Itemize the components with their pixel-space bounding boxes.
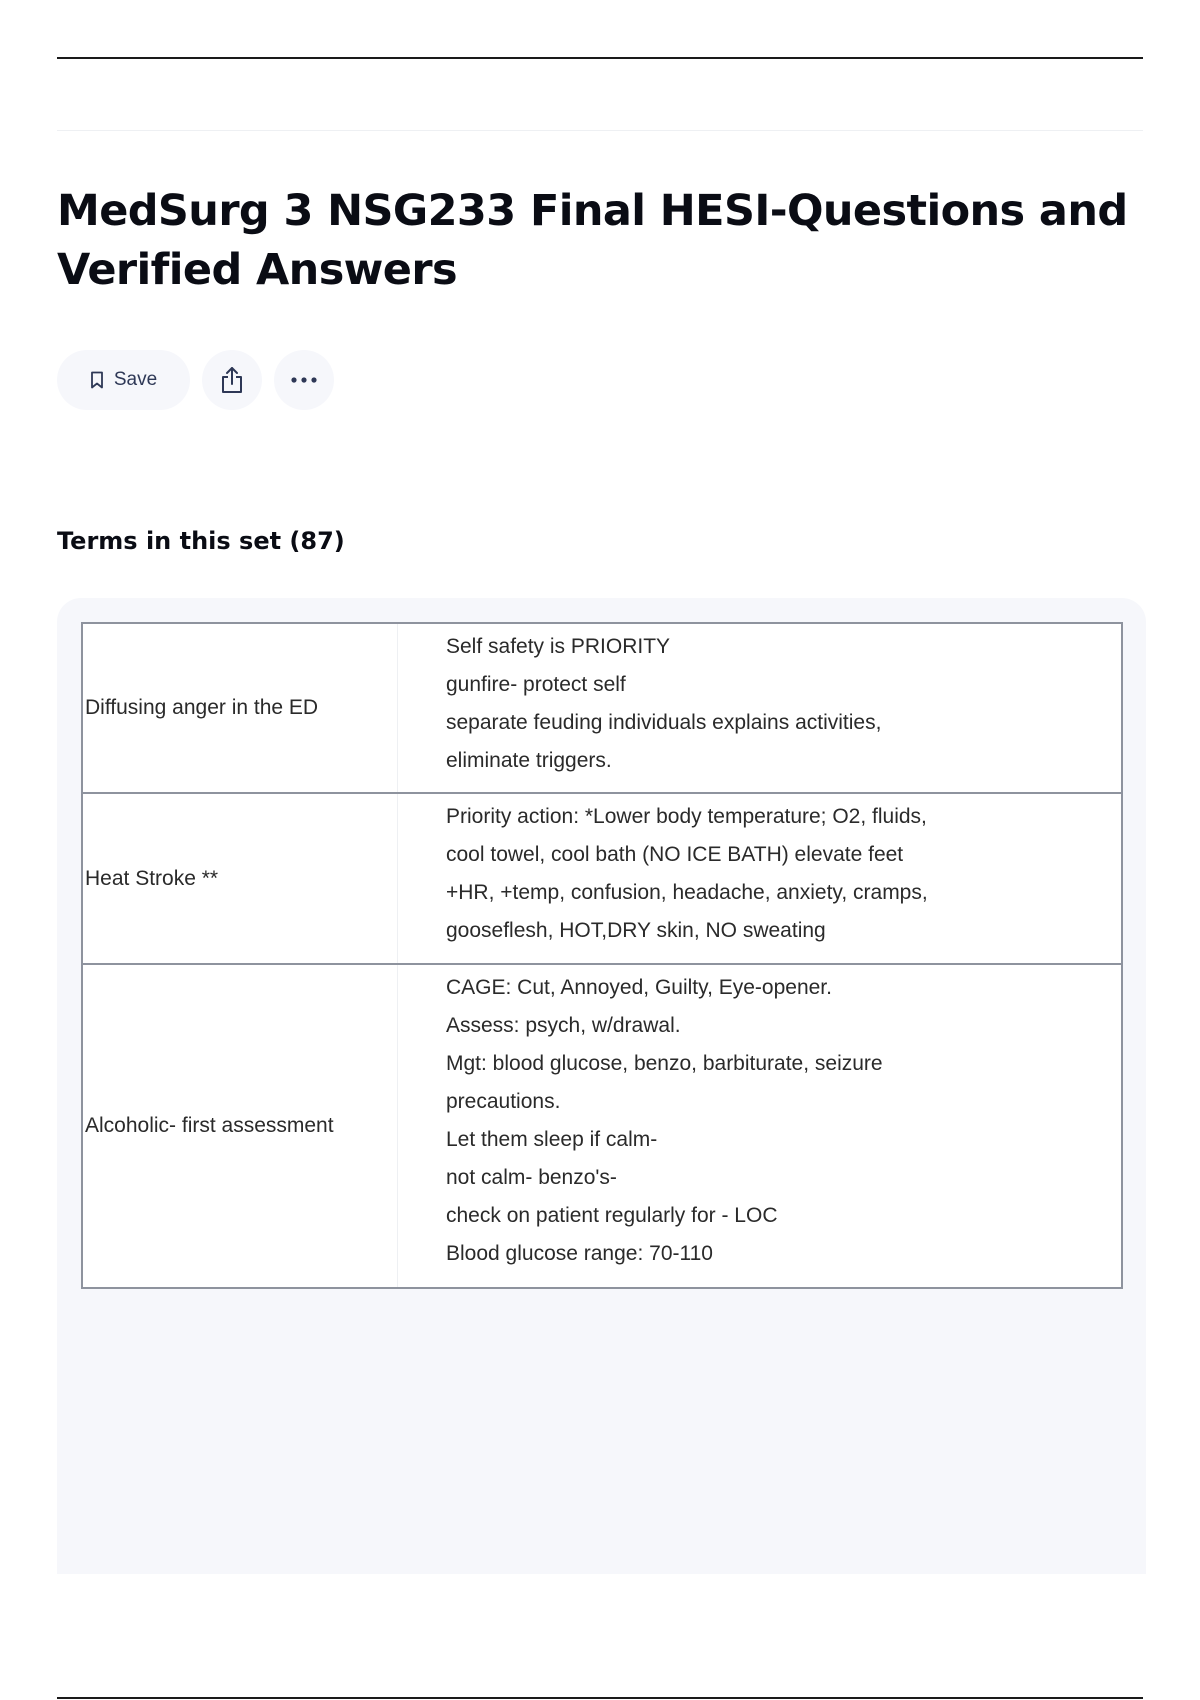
definition-line: +HR, +temp, confusion, headache, anxiety, cramps, [446,881,928,904]
save-button[interactable] [57,350,190,410]
definition-line: Mgt: blood glucose, benzo, barbiturate, seizure [446,1052,883,1075]
term-row [82,623,1122,793]
more-icon [289,376,319,384]
definition-line: check on patient regularly for - LOC [446,1204,778,1227]
definition-line: precautions. [446,1090,561,1113]
term-text: Diffusing anger in the ED [82,623,398,793]
terms-panel [57,598,1146,1574]
term-row [82,964,1122,1288]
term-text: Heat Stroke ** [82,793,398,964]
definition-line: cool towel, cool bath (NO ICE BATH) elevate feet [446,843,904,866]
share-icon [219,365,245,395]
page-title: MedSurg 3 NSG233 Final HESI-Questions and Verified Answers [57,186,1128,295]
definition-text [398,793,1123,964]
definition-line: gunfire- protect self [446,673,626,696]
definition-line: eliminate triggers. [446,749,612,772]
bookmark-icon [90,371,104,389]
definition-line: CAGE: Cut, Annoyed, Guilty, Eye-opener. [446,976,832,999]
definition-text [398,964,1123,1288]
bottom-rule [57,1697,1143,1699]
definition-line: Priority action: *Lower body temperature; O2, fluids, [446,805,927,828]
terms-table [81,622,1123,1289]
definition-line: Let them sleep if calm- [446,1128,658,1151]
term-text: Alcoholic- first assessment [82,964,398,1288]
definition-line: Blood glucose range: 70-110 [446,1242,713,1265]
definition-line: gooseflesh, HOT,DRY skin, NO sweating [446,919,826,942]
definition-line: Assess: psych, w/drawal. [446,1014,681,1037]
header-divider [57,130,1143,131]
action-bar [57,350,334,410]
term-row [82,793,1122,964]
definition-line: Self safety is PRIORITY [446,635,671,658]
definition-text [398,623,1123,793]
terms-count-heading: Terms in this set (87) [57,527,345,555]
definition-line: separate feuding individuals explains activities, [446,711,882,734]
save-button-label: Save [113,369,158,390]
more-options-button[interactable] [274,350,334,410]
top-rule [57,57,1143,59]
share-button[interactable] [202,350,262,410]
definition-line: not calm- benzo's- [446,1166,617,1189]
